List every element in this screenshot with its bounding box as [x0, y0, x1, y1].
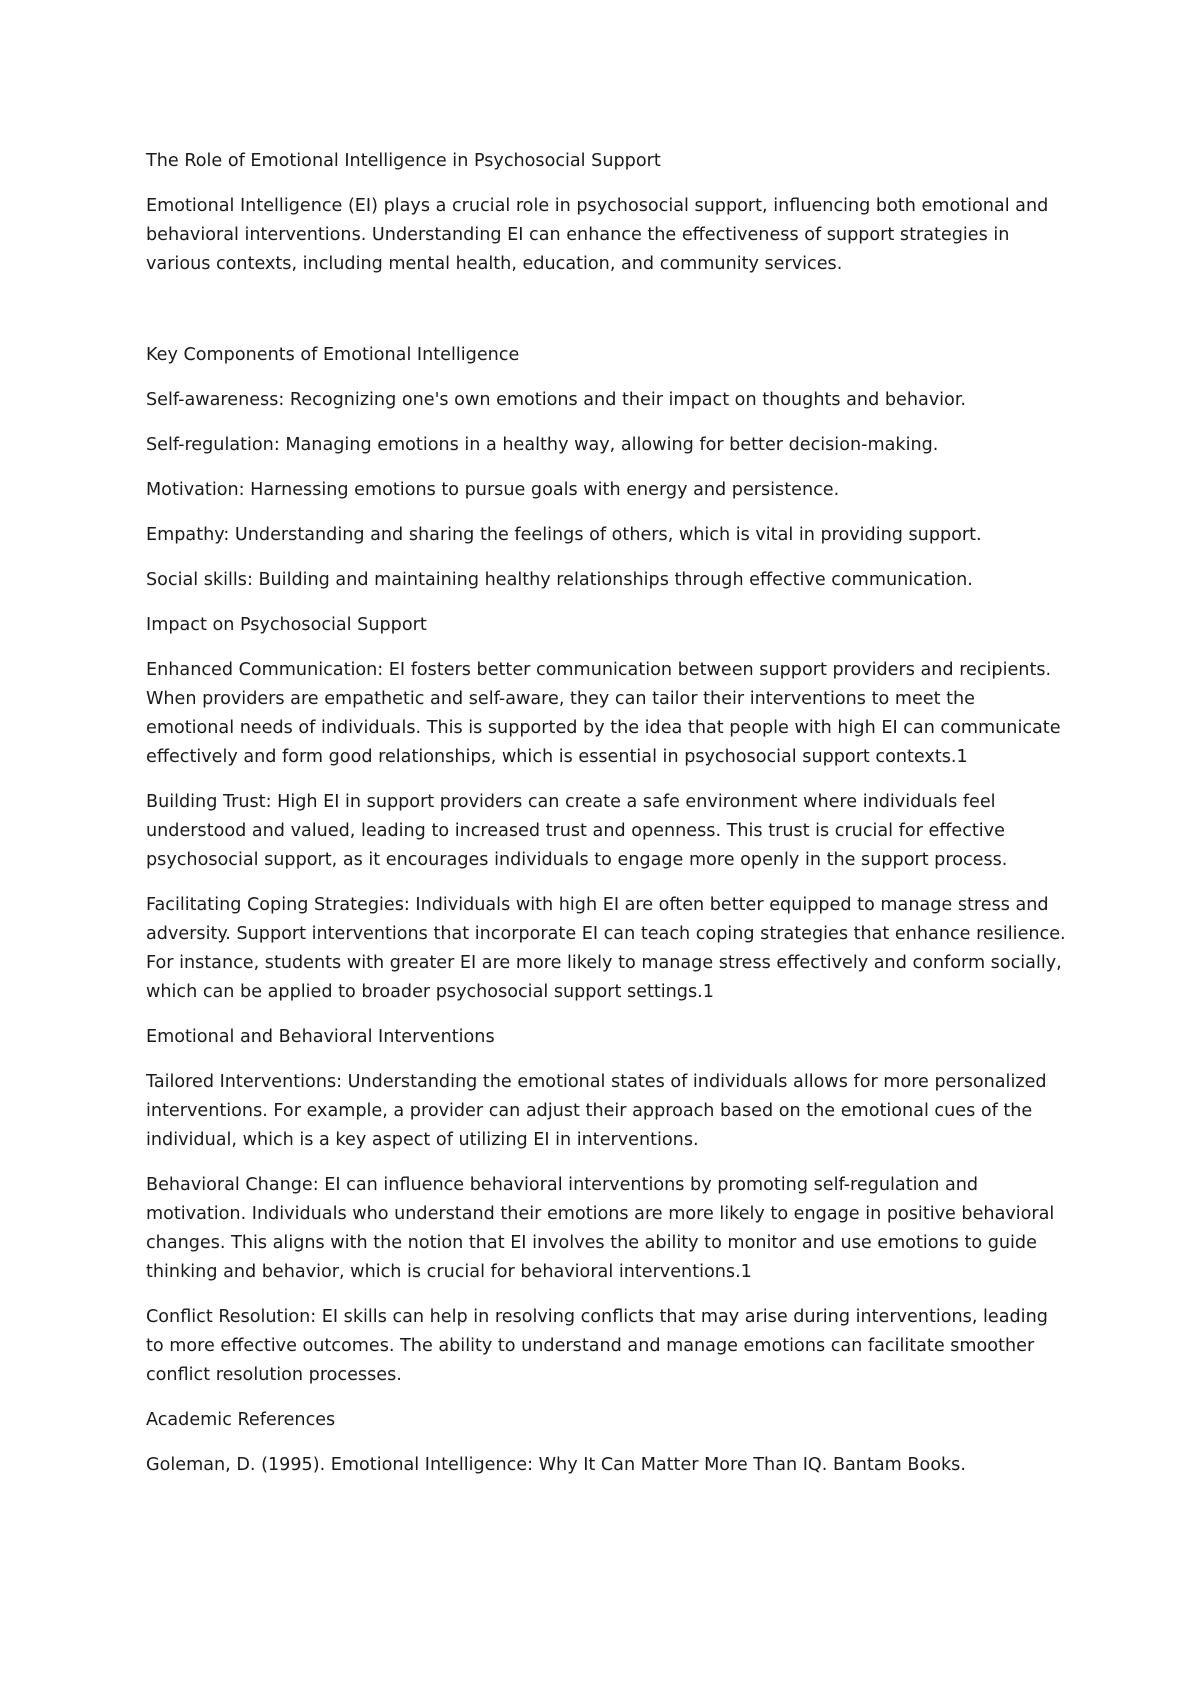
intervention-conflict-resolution: Conflict Resolution: EI skills can help in resolving conflicts that may arise during interventions, leading to more effective outcomes. The ability to understand and manage emotions can facilitate smoother conflict resolution processes. — [146, 1307, 1048, 1385]
interventions-heading: Emotional and Behavioral Interventions — [146, 1027, 495, 1047]
key-components-heading: Key Components of Emotional Intelligence — [146, 345, 520, 365]
reference-goleman: Goleman, D. (1995). Emotional Intelligence: Why It Can Matter More Than IQ. Bantam Books. — [146, 1455, 966, 1475]
document-body — [146, 147, 1066, 1496]
component-empathy: Empathy: Understanding and sharing the feelings of others, which is vital in providing support. — [146, 525, 982, 545]
section-spacer — [146, 295, 1066, 341]
component-self-awareness: Self-awareness: Recognizing one's own emotions and their impact on thoughts and behavior. — [146, 390, 967, 410]
intervention-behavioral-change: Behavioral Change: EI can influence behavioral interventions by promoting self-regulation and motivation. Individuals who understand their emotions are more likely to engage in positive behavioral changes. This aligns with the notion that EI involves the ability to monitor and use emotions to guide thinking and behavior, which is crucial for behavioral interventions.1 — [146, 1175, 1055, 1282]
intervention-tailored: Tailored Interventions: Understanding the emotional states of individuals allows for more personalized interventions. For example, a provider can adjust their approach based on the emotional cues of the individual, which is a key aspect of utilizing EI in interventions. — [146, 1072, 1047, 1150]
references-heading: Academic References — [146, 1410, 336, 1430]
document-title: The Role of Emotional Intelligence in Psychosocial Support — [146, 151, 661, 171]
impact-building-trust: Building Trust: High EI in support providers can create a safe environment where individuals feel understood and valued, leading to increased trust and openness. This trust is crucial for effective psychosocial support, as it encourages individuals to engage more openly in the support process. — [146, 792, 1008, 870]
impact-coping-strategies: Facilitating Coping Strategies: Individuals with high EI are often better equipped to manage stress and adversity. Support interventions that incorporate EI can teach coping strategies that enhance resilience. For instance, students with greater EI are more likely to manage stress effectively and conform socially, which can be applied to broader psychosocial support settings.1 — [146, 895, 1066, 1002]
impact-heading: Impact on Psychosocial Support — [146, 615, 427, 635]
component-social-skills: Social skills: Building and maintaining healthy relationships through effective communication. — [146, 570, 973, 590]
intro-paragraph: Emotional Intelligence (EI) plays a crucial role in psychosocial support, influencing both emotional and behavioral interventions. Understanding EI can enhance the effectiveness of support strategies in various contexts, including mental health, education, and community services. — [146, 196, 1049, 274]
component-self-regulation: Self-regulation: Managing emotions in a healthy way, allowing for better decision-making. — [146, 435, 939, 455]
component-motivation: Motivation: Harnessing emotions to pursue goals with energy and persistence. — [146, 480, 840, 500]
impact-enhanced-communication: Enhanced Communication: EI fosters better communication between support providers and recipients. When providers are empathetic and self-aware, they can tailor their interventions to meet the emotional needs of individuals. This is supported by the idea that people with high EI can communicate effectively and form good relationships, which is essential in psychosocial support contexts.1 — [146, 660, 1061, 767]
